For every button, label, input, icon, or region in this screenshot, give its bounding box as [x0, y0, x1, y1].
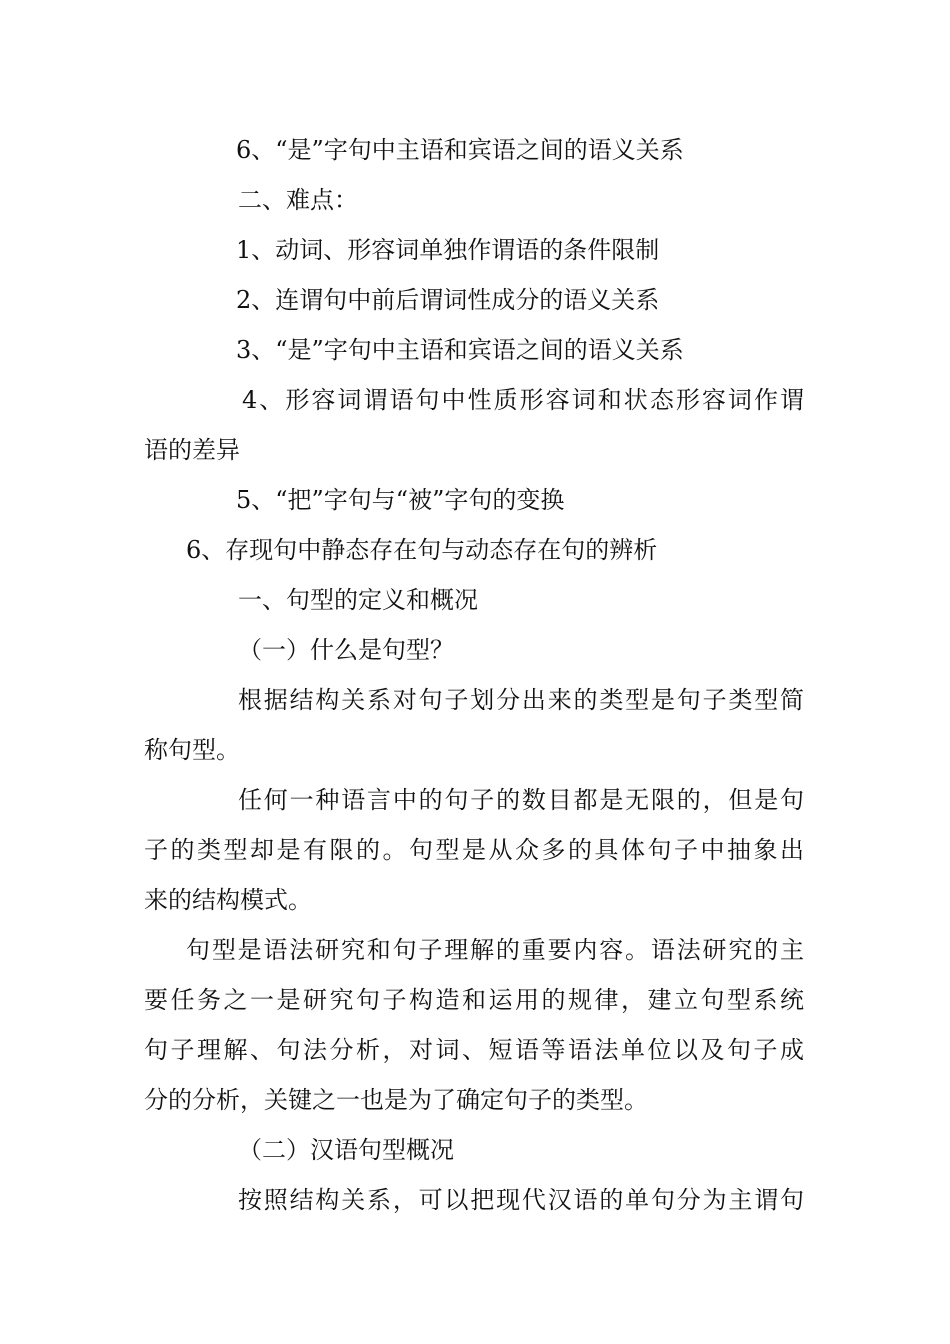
- list-item: 4、形容词谓语句中性质形容词和状态形容词作谓: [242, 386, 804, 414]
- paragraph-line: 按照结构关系，可以把现代汉语的单句分为主谓句: [238, 1186, 804, 1214]
- section-heading: 一、句型的定义和概况: [238, 586, 478, 614]
- paragraph-line: 根据结构关系对句子划分出来的类型是句子类型简: [238, 686, 804, 714]
- list-item: 6、存现句中静态存在句与动态存在句的辨析: [186, 536, 658, 564]
- list-item-continuation: 语的差异: [144, 436, 240, 464]
- list-item: 3、“是”字句中主语和宾语之间的语义关系: [236, 336, 684, 364]
- subsection-heading: （二）汉语句型概况: [238, 1136, 454, 1164]
- paragraph-line: 分的分析，关键之一也是为了确定句子的类型。: [144, 1086, 648, 1114]
- paragraph-line: 要任务之一是研究句子构造和运用的规律，建立句型系统: [144, 986, 804, 1014]
- list-item: 1、动词、形容词单独作谓语的条件限制: [236, 236, 660, 264]
- text-line: 6、“是”字句中主语和宾语之间的语义关系: [236, 136, 684, 164]
- paragraph-line: 子的类型却是有限的。句型是从众多的具体句子中抽象出: [144, 836, 804, 864]
- paragraph-line: 句子理解、句法分析，对词、短语等语法单位以及句子成: [144, 1036, 804, 1064]
- paragraph-line: 任何一种语言中的句子的数目都是无限的，但是句: [238, 786, 804, 814]
- section-heading: 二、难点：: [238, 186, 358, 214]
- paragraph-line: 称句型。: [144, 736, 240, 764]
- list-item: 5、“把”字句与“被”字句的变换: [236, 486, 565, 514]
- list-item: 2、连谓句中前后谓词性成分的语义关系: [236, 286, 660, 314]
- subsection-heading: （一）什么是句型？: [238, 636, 454, 664]
- paragraph-line: 来的结构模式。: [144, 886, 312, 914]
- paragraph-line: 句型是语法研究和句子理解的重要内容。语法研究的主: [186, 936, 804, 964]
